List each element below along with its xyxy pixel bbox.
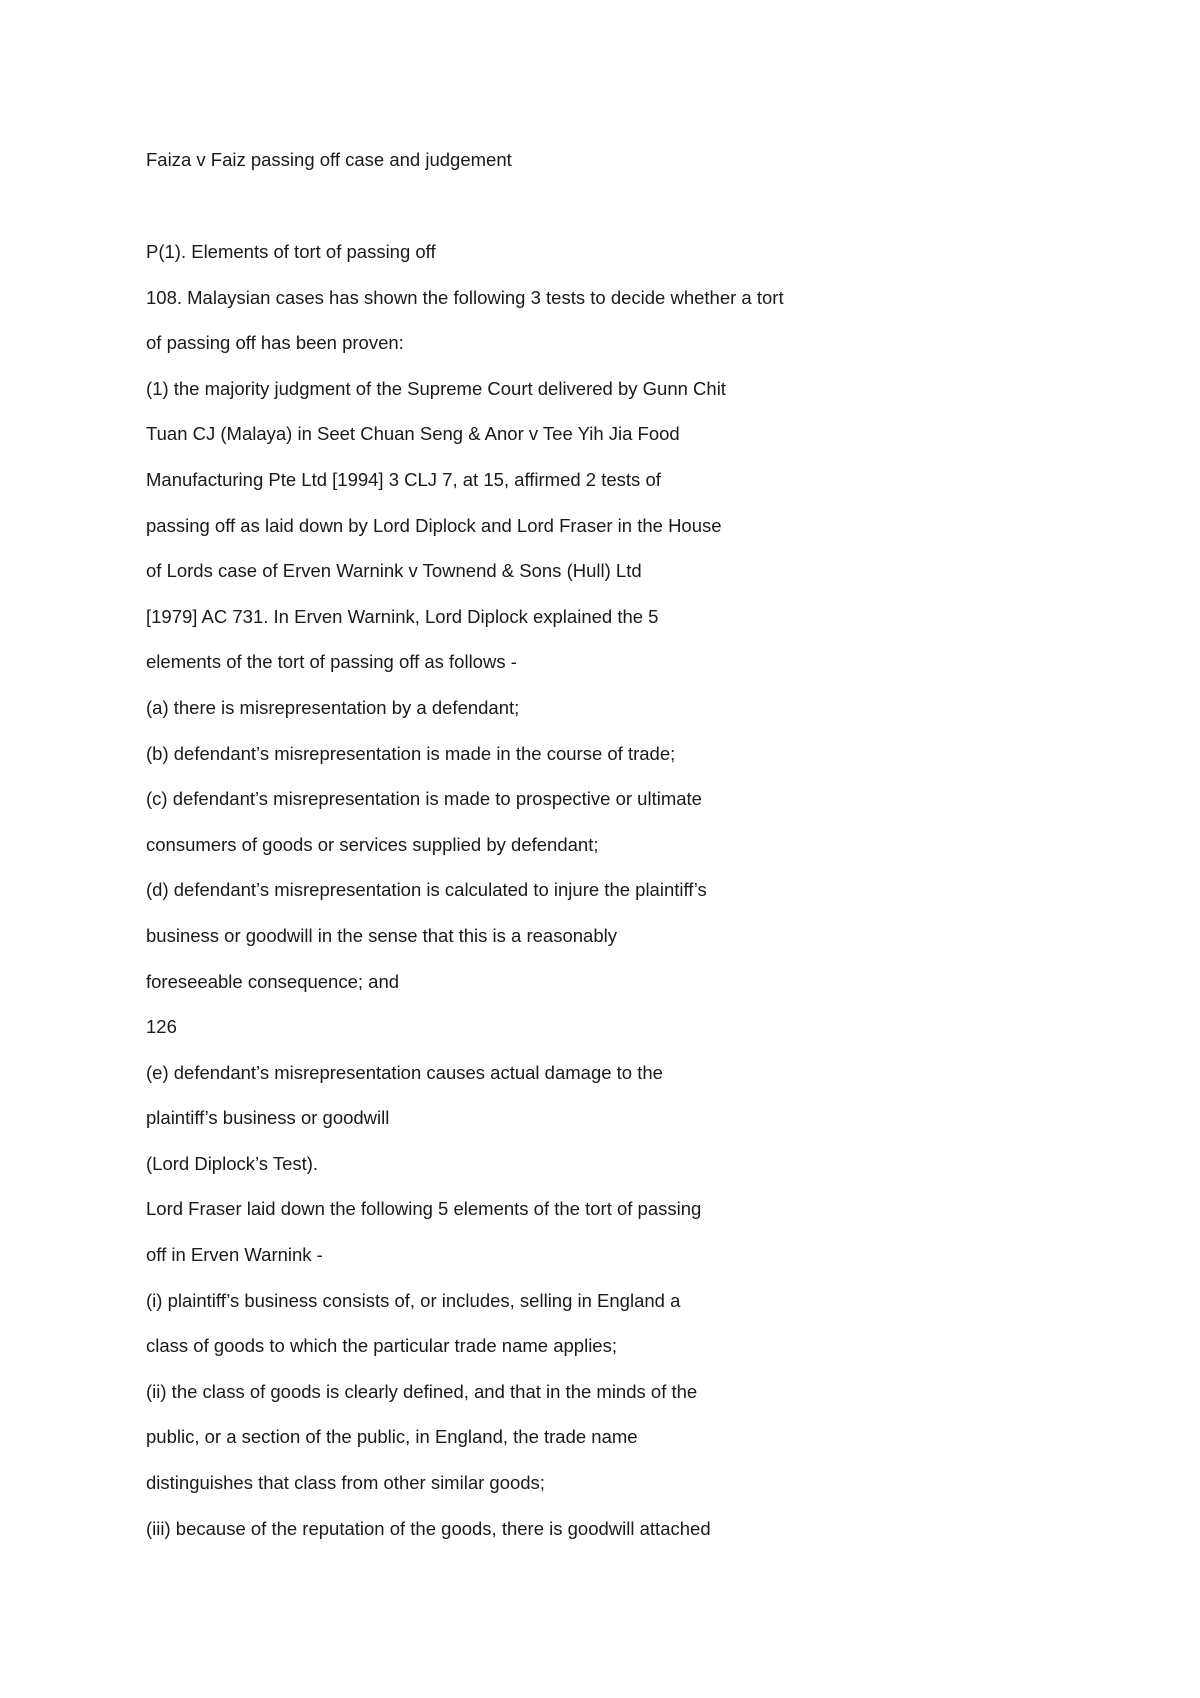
text-line: Manufacturing Pte Ltd [1994] 3 CLJ 7, at 15, affirmed 2 tests of: [146, 468, 661, 490]
text-line: class of goods to which the particular trade name applies;: [146, 1335, 617, 1357]
text-line: consumers of goods or services supplied by defendant;: [146, 833, 599, 855]
text-line: (ii) the class of goods is clearly defined, and that in the minds of the: [146, 1380, 698, 1402]
text-line: plaintiff’s business or goodwill: [146, 1107, 390, 1129]
text-line: (i) plaintiff’s business consists of, or includes, selling in England a: [146, 1289, 681, 1311]
text-line: of passing off has been proven:: [146, 332, 404, 354]
text-line: (b) defendant’s misrepresentation is made in the course of trade;: [146, 742, 676, 764]
text-line: Tuan CJ (Malaya) in Seet Chuan Seng & Anor v Tee Yih Jia Food: [146, 423, 680, 445]
text-line: (iii) because of the reputation of the goods, there is goodwill attached: [146, 1517, 711, 1539]
text-line: of Lords case of Erven Warnink v Townend & Sons (Hull) Ltd: [146, 560, 642, 582]
text-line: 108. Malaysian cases has shown the following 3 tests to decide whether a tort: [146, 286, 784, 308]
text-line: elements of the tort of passing off as follows -: [146, 651, 517, 673]
text-line: public, or a section of the public, in England, the trade name: [146, 1426, 638, 1448]
text-line: off in Erven Warnink -: [146, 1244, 323, 1266]
page-number-line: 126: [146, 1016, 177, 1038]
text-line: (Lord Diplock’s Test).: [146, 1152, 319, 1174]
text-line: (d) defendant’s misrepresentation is calculated to injure the plaintiff’s: [146, 879, 707, 901]
text-line: (c) defendant’s misrepresentation is made to prospective or ultimate: [146, 788, 702, 810]
text-line: (e) defendant’s misrepresentation causes actual damage to the: [146, 1061, 663, 1083]
document-body: [146, 146, 1146, 1560]
text-line: foreseeable consequence; and: [146, 970, 400, 992]
text-line: distinguishes that class from other similar goods;: [146, 1472, 545, 1494]
text-line: (1) the majority judgment of the Supreme Court delivered by Gunn Chit: [146, 377, 726, 399]
document-title: Faiza v Faiz passing off case and judgement: [146, 149, 512, 170]
text-line: P(1). Elements of tort of passing off: [146, 241, 436, 262]
title-spacer: [146, 174, 1146, 238]
text-line: business or goodwill in the sense that this is a reasonably: [146, 924, 617, 946]
text-line: Lord Fraser laid down the following 5 elements of the tort of passing: [146, 1198, 702, 1220]
document-lines: [146, 238, 1146, 1560]
text-line: passing off as laid down by Lord Diplock and Lord Fraser in the House: [146, 514, 722, 536]
text-line: (a) there is misrepresentation by a defendant;: [146, 696, 520, 718]
text-line: [1979] AC 731. In Erven Warnink, Lord Diplock explained the 5: [146, 605, 659, 627]
